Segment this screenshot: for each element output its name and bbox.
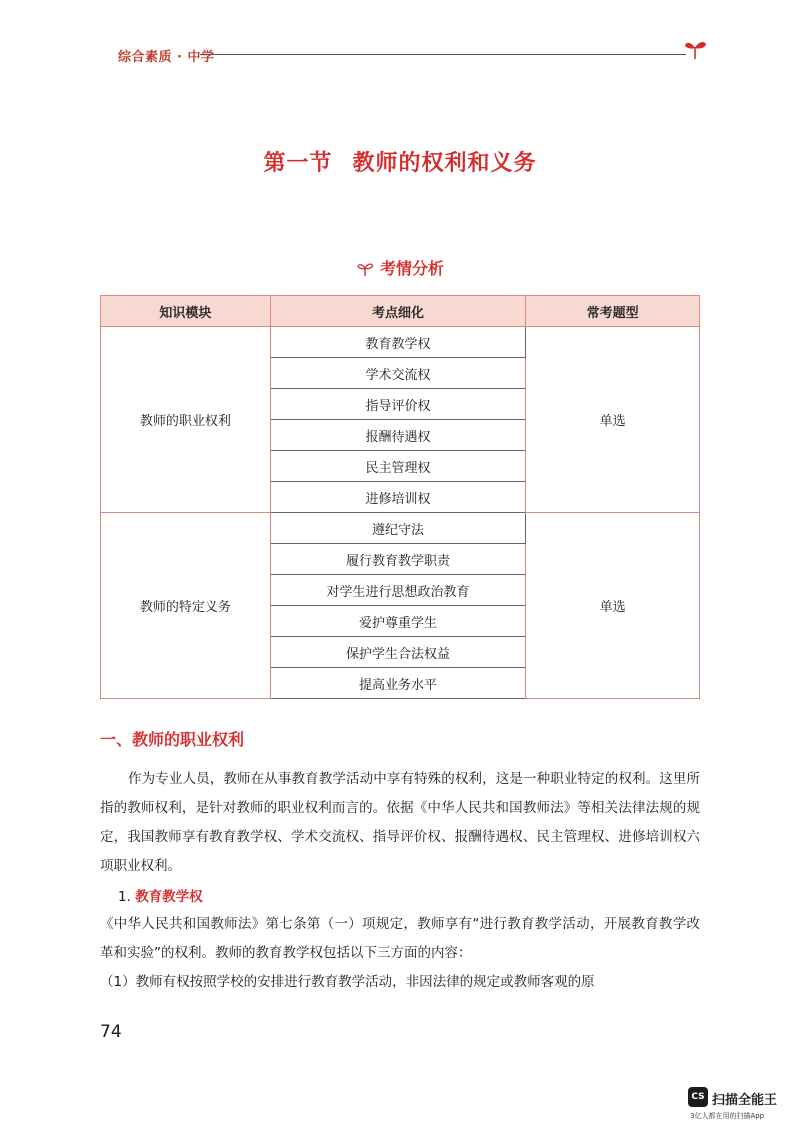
section-heading: 一、教师的职业权利 bbox=[100, 730, 245, 749]
type-cell: 单选 bbox=[526, 513, 700, 699]
table-header-module: 知识模块 bbox=[101, 296, 271, 327]
sprout-icon bbox=[356, 261, 374, 277]
point-cell: 民主管理权 bbox=[270, 451, 526, 482]
point-cell: 遵纪守法 bbox=[270, 513, 526, 544]
body-paragraph: 作为专业人员，教师在从事教育教学活动中享有特殊的权利，这是一种职业特定的权利。这里所指的教师权利，是针对教师的职业权利而言的。依据《中华人民共和国教师法》等相关法律法规的规定，我国教师享有教育教学权、学术交流权、指导评价权、报酬待遇权、民主管理权、进修培训权六项职业权利。 bbox=[100, 771, 700, 874]
point-cell: 进修培训权 bbox=[270, 482, 526, 513]
section-number: 第一节 bbox=[263, 151, 333, 176]
body-paragraph: 《中华人民共和国教师法》第七条第（一）项规定，教师享有“进行教育教学活动，开展教育教学改革和实验”的权利。教师的教育教学权包括以下三方面的内容： bbox=[100, 916, 700, 961]
section-title bbox=[0, 146, 800, 177]
point-cell: 学术交流权 bbox=[270, 358, 526, 389]
scanner-app-name: 扫描全能王 bbox=[712, 1093, 778, 1108]
page-number: 74 bbox=[100, 1022, 122, 1042]
header-rule bbox=[200, 54, 686, 55]
page-header bbox=[118, 40, 708, 68]
table-header-type: 常考题型 bbox=[526, 296, 700, 327]
point-cell: 保护学生合法权益 bbox=[270, 637, 526, 668]
sprout-icon bbox=[682, 38, 708, 60]
point-cell: 履行教育教学职责 bbox=[270, 544, 526, 575]
point-cell: 爱护尊重学生 bbox=[270, 606, 526, 637]
point-cell: 对学生进行思想政治教育 bbox=[270, 575, 526, 606]
section-name: 教师的权利和义务 bbox=[352, 151, 537, 176]
subsection-number: 1. bbox=[118, 889, 131, 905]
analysis-heading-text: 考情分析 bbox=[379, 259, 444, 278]
header-text: 综合素质 · 中学 bbox=[118, 50, 215, 65]
subsection-title: 教育教学权 bbox=[135, 889, 203, 905]
point-cell: 指导评价权 bbox=[270, 389, 526, 420]
point-cell: 提高业务水平 bbox=[270, 668, 526, 699]
knowledge-table bbox=[100, 295, 700, 699]
analysis-heading bbox=[0, 256, 800, 279]
point-cell: 报酬待遇权 bbox=[270, 420, 526, 451]
point-cell: 教育教学权 bbox=[270, 327, 526, 358]
type-cell: 单选 bbox=[526, 327, 700, 513]
table-header-points: 考点细化 bbox=[270, 296, 526, 327]
table-row bbox=[101, 327, 700, 358]
scanner-watermark bbox=[688, 1087, 788, 1123]
module-cell: 教师的特定义务 bbox=[101, 513, 271, 699]
scanner-tagline: 3亿人都在用的扫描App bbox=[690, 1112, 765, 1120]
module-cell: 教师的职业权利 bbox=[101, 327, 271, 513]
table-row bbox=[101, 513, 700, 544]
cs-logo-icon: CS bbox=[688, 1087, 708, 1107]
body-paragraph: （1）教师有权按照学校的安排进行教育教学活动，非因法律的规定或教师客观的原 bbox=[100, 974, 595, 990]
table-header-row bbox=[101, 296, 700, 327]
subsection-heading bbox=[118, 885, 203, 905]
